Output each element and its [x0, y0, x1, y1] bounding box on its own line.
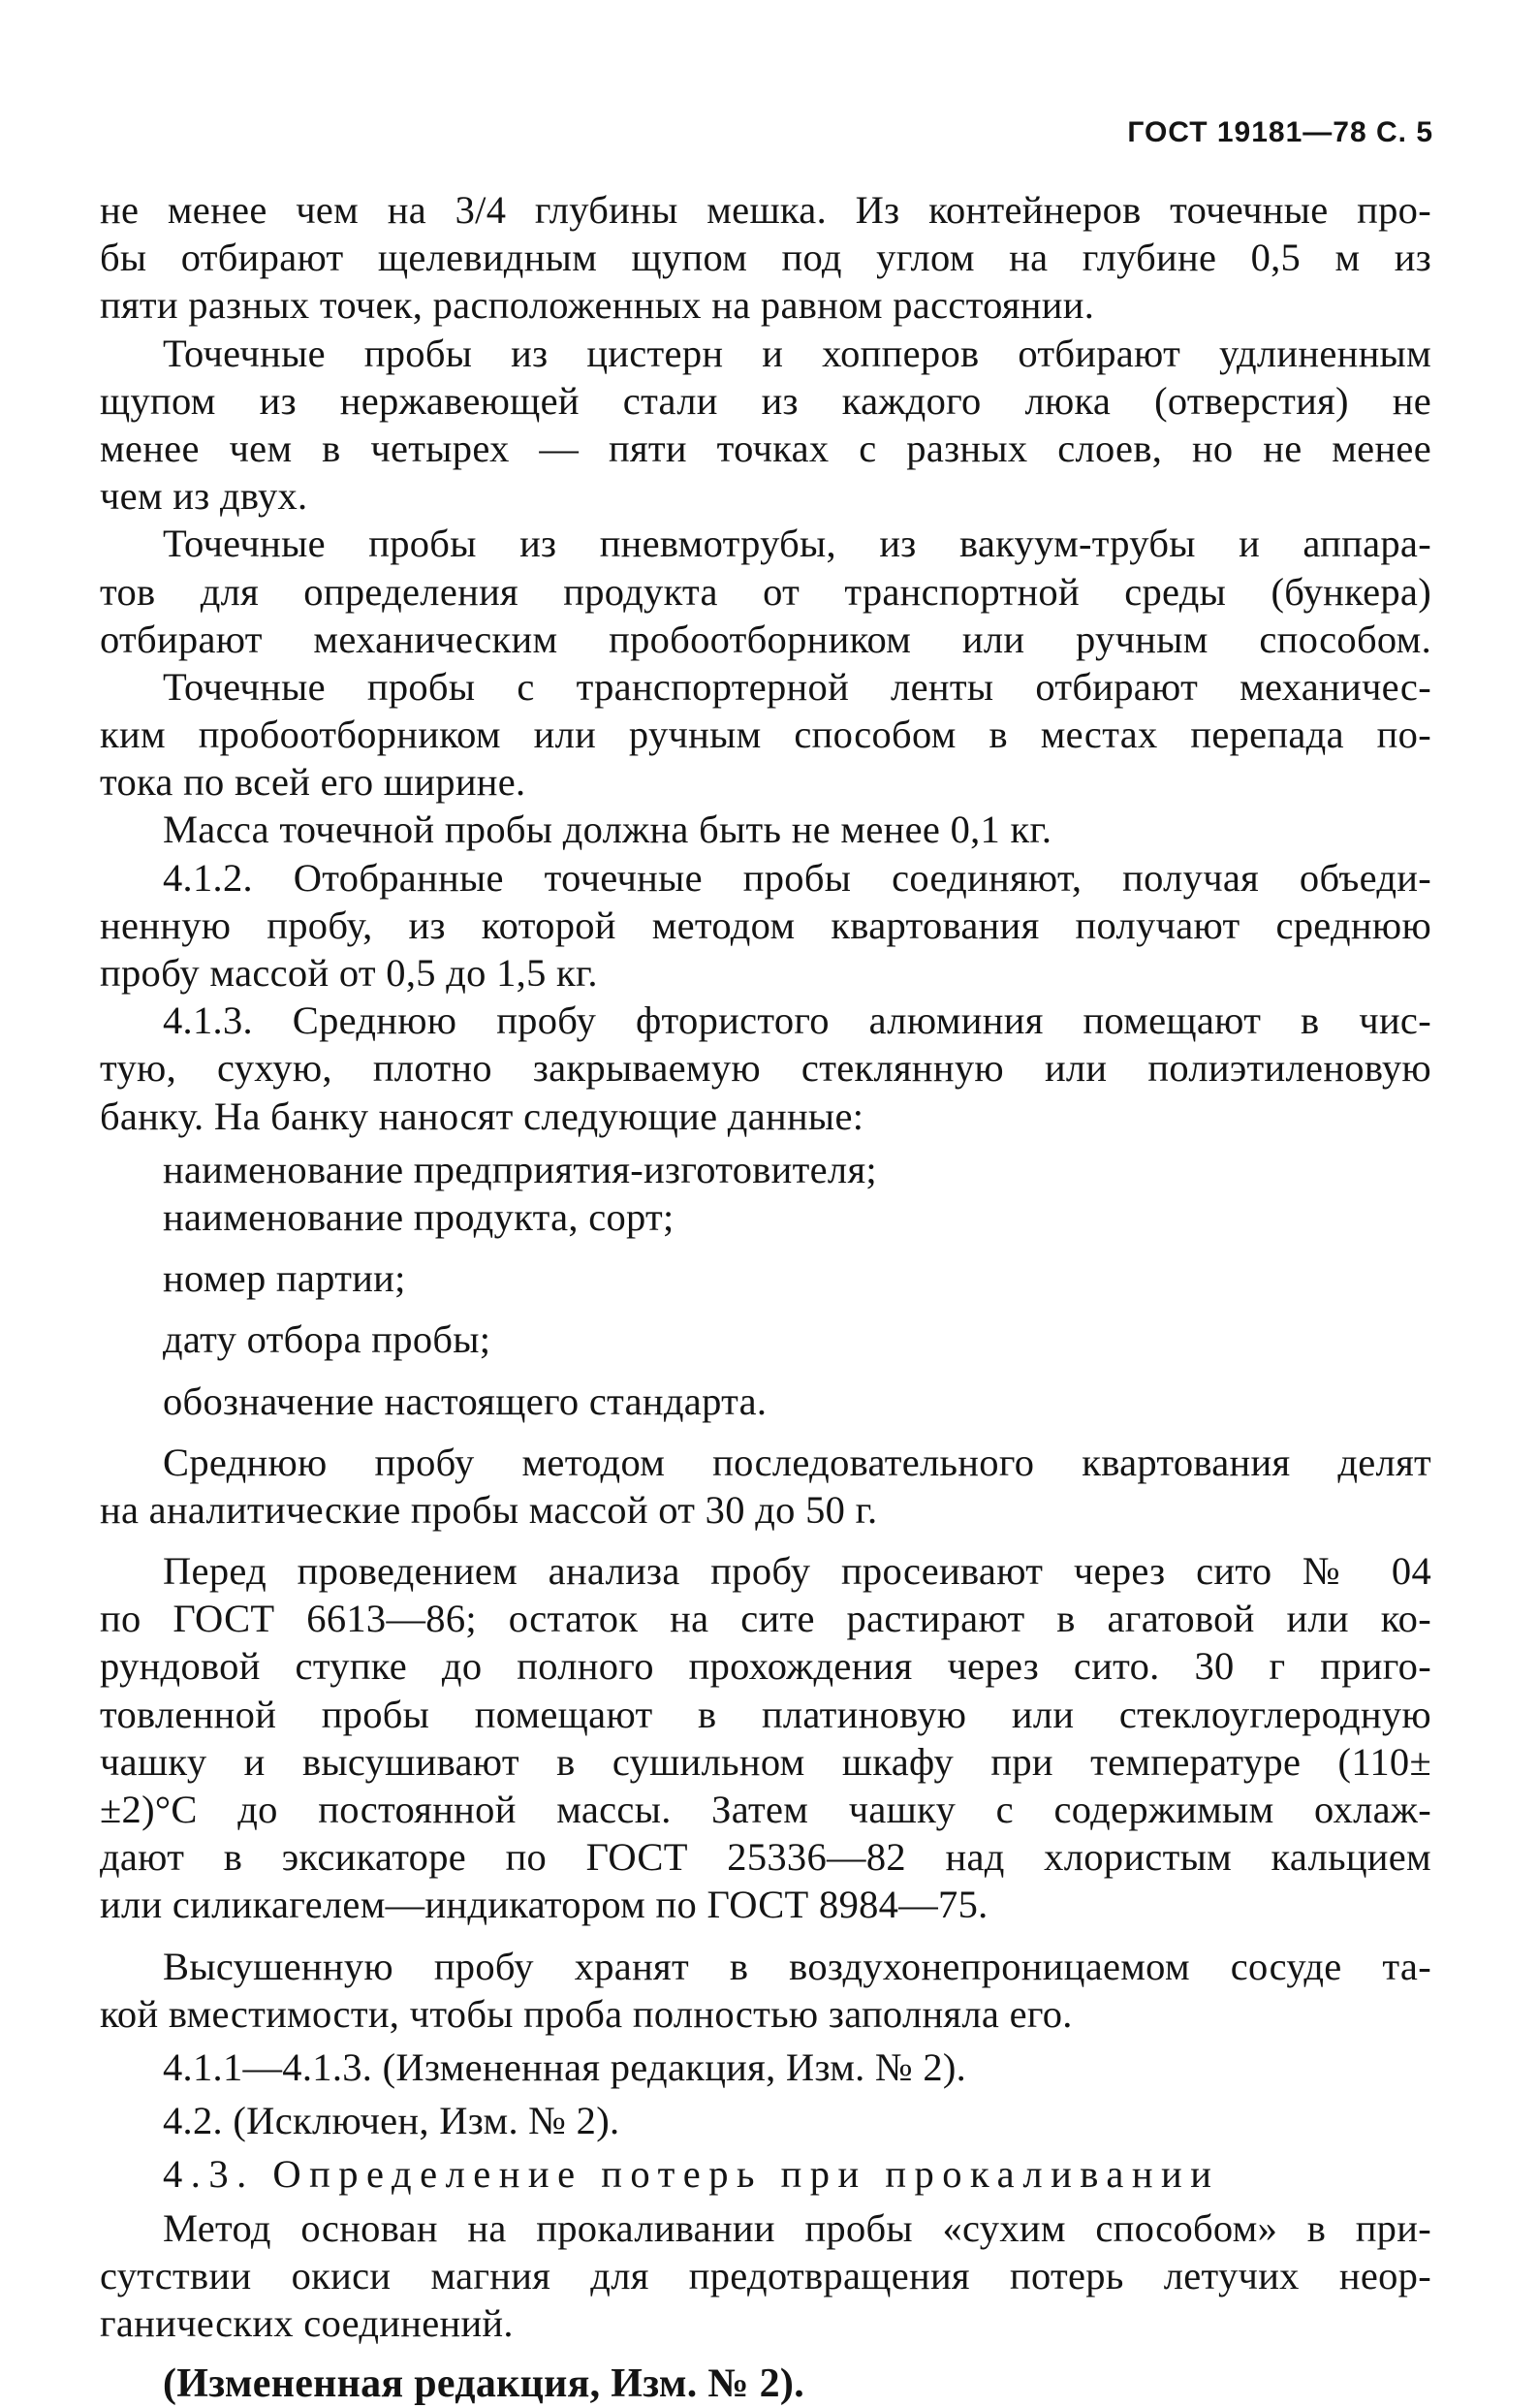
paragraph [100, 520, 1431, 663]
text-line: кой вместимости, чтобы проба полностью заполняла его. [100, 1991, 1073, 2036]
text-line: дату отбора пробы; [163, 1317, 491, 1362]
text-line: ганических соединений. [100, 2300, 514, 2345]
text-line: 4.1.3. Среднюю пробу фтористого алюминия помещают в чис- [163, 998, 1431, 1043]
text-line: (Измененная редакция, Изм. № 2). [163, 2361, 805, 2407]
paragraph-spacer [100, 2347, 1431, 2360]
text-line: 4.1.2. Отобранные точечные пробы соединяют, получая объеди- [163, 855, 1431, 900]
paragraph-spacer [100, 1364, 1431, 1378]
paragraph [100, 2150, 1431, 2198]
text-line: рундовой ступке до полного прохождения через сито. 30 г приго- [100, 1644, 1431, 1689]
text-line: ненную пробу, из которой методом квартования получают среднюю [100, 903, 1431, 947]
paragraph [100, 1146, 1431, 1241]
text-line: наименование продукта, сорт; [163, 1194, 675, 1239]
paragraph [100, 997, 1431, 1140]
text-line: щупом из нержавеющей стали из каждого люка (отверстия) не [100, 378, 1431, 423]
paragraph [100, 1254, 1431, 1302]
text-line: Среднюю пробу методом последовательного квартования делят [163, 1440, 1431, 1484]
paragraph [100, 2044, 1431, 2091]
paragraph [100, 186, 1431, 330]
text-line: на аналитические пробы массой от 30 до 50 г. [100, 1487, 878, 1532]
text-line: Масса точечной пробы должна быть не менее 0,1 кг. [163, 808, 1052, 852]
text-line: банку. На банку наносят следующие данные: [100, 1093, 864, 1138]
text-line: тов для определения продукта от транспортной среды (бункера) [100, 569, 1431, 614]
paragraph-spacer [100, 1241, 1431, 1254]
paragraph [100, 1378, 1431, 1425]
text-line: 4.2. (Исключен, Изм. № 2). [163, 2099, 620, 2143]
paragraph [100, 1943, 1431, 2038]
paragraph [100, 854, 1431, 998]
paragraph [100, 2360, 1431, 2408]
text-line: 4.3. Определение потерь при прокаливании [163, 2152, 1220, 2197]
text-line: ким пробоотборником или ручным способом в местах перепада по- [100, 713, 1431, 757]
text-line: пяти разных точек, расположенных на равном расстоянии. [100, 283, 1095, 328]
text-line: Метод основан на прокаливании пробы «сухим способом» в при- [163, 2205, 1431, 2250]
paragraph [100, 1547, 1431, 1929]
paragraph-spacer [100, 1929, 1431, 1943]
text-line: не менее чем на 3/4 глубины мешка. Из контейнеров точечные про- [100, 188, 1431, 232]
paragraph-spacer [100, 1534, 1431, 1547]
text-line: Точечные пробы из цистерн и хопперов отбирают удлиненным [163, 331, 1431, 375]
paragraph-spacer [100, 1425, 1431, 1439]
text-line: чашку и высушивают в сушильном шкафу при температуре (110± [100, 1739, 1431, 1784]
text-line: ±2)°С до постоянной массы. Затем чашку с содержимым охлаж- [100, 1788, 1431, 1831]
paragraph [100, 2097, 1431, 2144]
paragraph [100, 1439, 1431, 1534]
paragraph [100, 330, 1431, 521]
text-line: обозначение настоящего стандарта. [163, 1378, 768, 1423]
page-header: ГОСТ 19181—78 С. 5 [1127, 116, 1433, 148]
document-body [100, 186, 1431, 2408]
text-line: бы отбирают щелевидным щупом под углом на глубине 0,5 м из [100, 236, 1431, 280]
text-line: Точечные пробы с транспортерной ленты отбирают механичес- [163, 664, 1431, 709]
paragraph [100, 806, 1431, 853]
text-line: тую, сухую, плотно закрываемую стеклянную или полиэтиленовую [100, 1046, 1431, 1091]
text-line: или силикагелем—индикатором по ГОСТ 8984—75. [100, 1883, 989, 1927]
text-line: дают в эксикаторе по ГОСТ 25336—82 над хлористым кальцием [100, 1835, 1431, 1880]
paragraph-spacer [100, 1302, 1431, 1315]
text-line: менее чем в четырех — пяти точках с разных слоев, но не менее [100, 426, 1431, 470]
text-line: 4.1.1—4.1.3. (Измененная редакция, Изм. № 2). [163, 2044, 967, 2089]
text-line: Высушенную пробу хранят в воздухонепроницаемом сосуде та- [163, 1944, 1431, 1988]
text-line: товленной пробы помещают в платиновую или стеклоуглеродную [100, 1692, 1431, 1736]
text-line: Перед проведением анализа пробу просеивают через сито № 04 [163, 1549, 1431, 1594]
paragraph [100, 2204, 1431, 2348]
text-line: по ГОСТ 6613—86; остаток на сите растирают в агатовой или ко- [100, 1597, 1431, 1641]
text-line: номер партии; [163, 1256, 406, 1301]
text-line: сутствии окиси магния для предотвращения потерь летучих неор- [100, 2253, 1431, 2297]
text-line: чем из двух. [100, 474, 308, 519]
paragraph [100, 663, 1431, 807]
paragraph [100, 1315, 1431, 1363]
text-line: пробу массой от 0,5 до 1,5 кг. [100, 951, 598, 995]
text-line: отбирают механическим пробоотборником или ручным способом. [100, 617, 1431, 661]
text-line: тока по всей его ширине. [100, 760, 526, 805]
text-line: Точечные пробы из пневмотрубы, из вакуум-трубы и аппара- [163, 522, 1431, 566]
text-line: наименование предприятия-изготовителя; [163, 1147, 877, 1191]
